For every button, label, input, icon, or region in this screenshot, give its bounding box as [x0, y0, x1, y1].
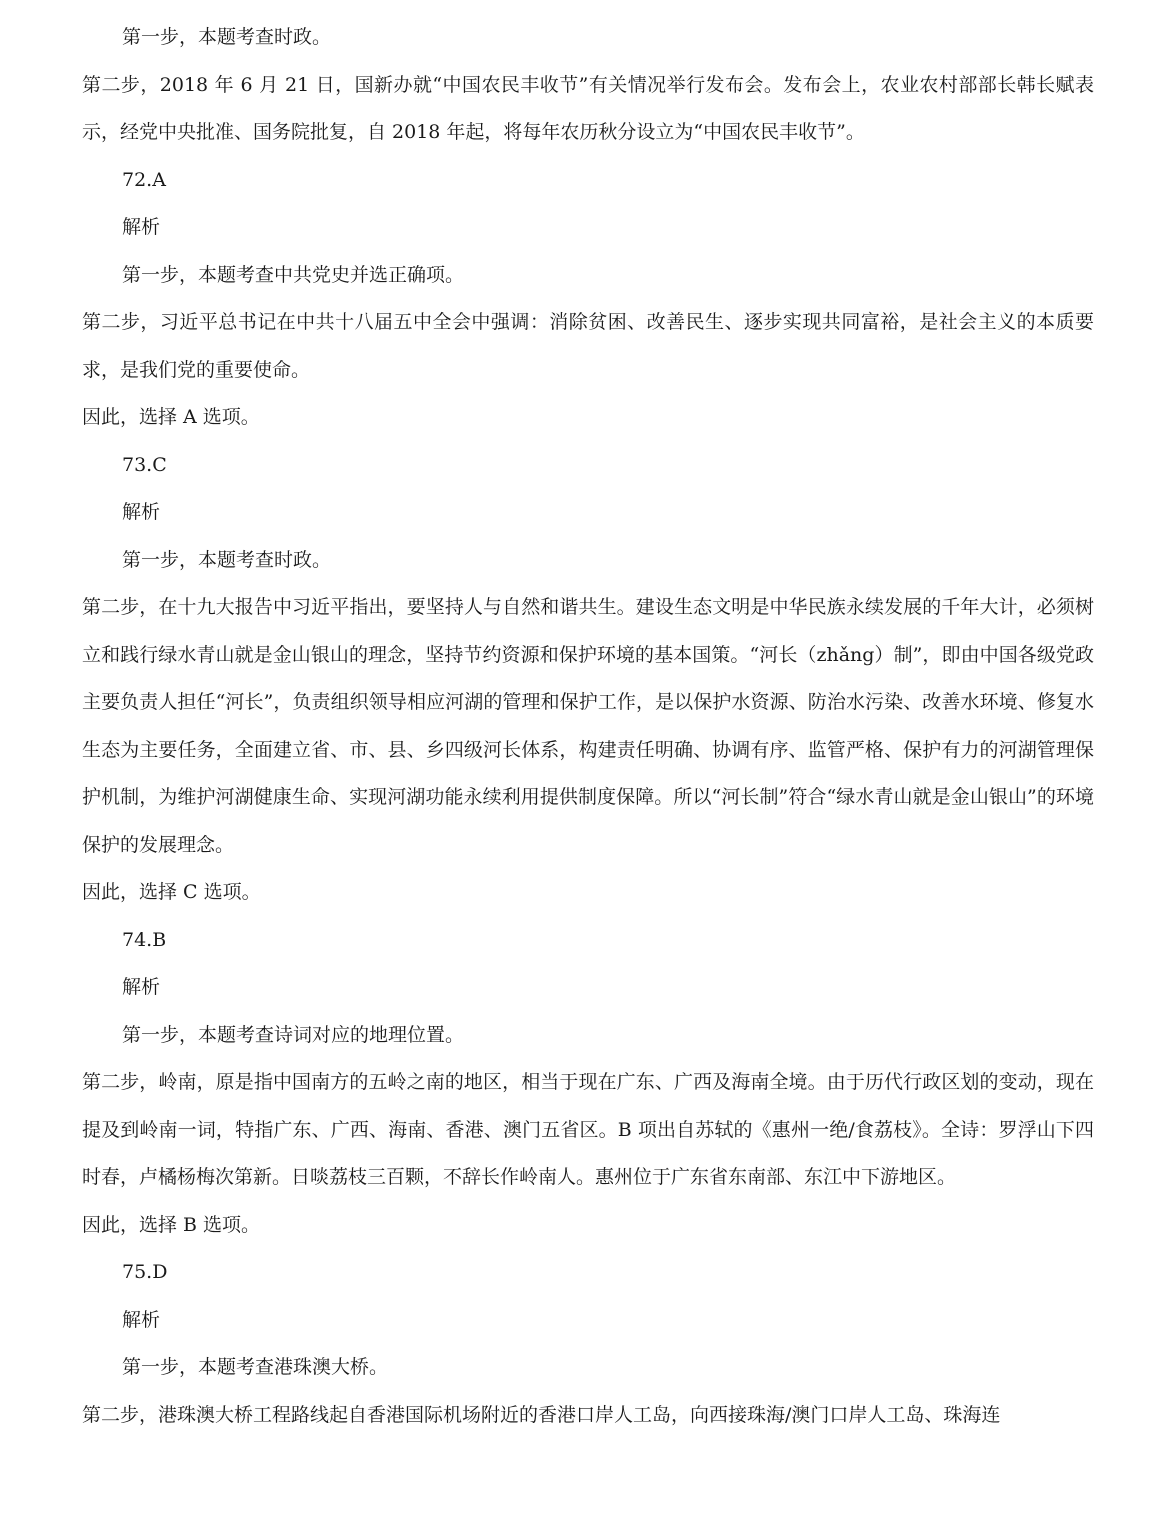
q73-answer: 73.C: [122, 453, 167, 476]
q72-step2: 第二步，习近平总书记在中共十八届五中全会中强调：消除贫困、改善民生、逐步实现共同富裕，是社会主义的本质要求，是我们党的重要使命。: [82, 311, 1094, 381]
document-page: [82, 14, 1094, 1439]
q74-step2: 第二步，岭南，原是指中国南方的五岭之南的地区，相当于现在广东、广西及海南全境。由于历代行政区划的变动，现在提及到岭南一词，特指广东、广西、海南、香港、澳门五省区。B 项出自苏轼的《惠州一绝/食荔枝》。全诗：罗浮山下四时春，卢橘杨梅次第新。日啖荔枝三百颗，不辞长作岭南人。惠州位于广东省东南部、东江中下游地区。: [82, 1071, 1094, 1188]
q75-step2: 第二步，港珠澳大桥工程路线起自香港国际机场附近的香港口岸人工岛，向西接珠海/澳门口岸人工岛、珠海连: [82, 1403, 1001, 1426]
q71-step2: 第二步，2018 年 6 月 21 日，国新办就“中国农民丰收节”有关情况举行发布会。发布会上，农业农村部部长韩长赋表示，经党中央批准、国务院批复，自 2018 年起，将每年农历秋分设立为“中国农民丰收节”。: [82, 73, 1094, 143]
q74-answer: 74.B: [122, 928, 167, 951]
q73-step1: 第一步，本题考查时政。: [122, 548, 332, 571]
q72-analysis-label: 解析: [122, 216, 161, 238]
q74-analysis-label: 解析: [122, 976, 161, 998]
q71-step1: 第一步，本题考查时政。: [122, 26, 332, 48]
q74-step1: 第一步，本题考查诗词对应的地理位置。: [122, 1023, 465, 1046]
q75-answer: 75.D: [122, 1261, 168, 1283]
q74-conclusion: 因此，选择 B 选项。: [82, 1213, 261, 1236]
q72-conclusion: 因此，选择 A 选项。: [82, 406, 260, 428]
q73-step2: 第二步，在十九大报告中习近平指出，要坚持人与自然和谐共生。建设生态文明是中华民族永续发展的千年大计，必须树立和践行绿水青山就是金山银山的理念，坚持节约资源和保护环境的基本国策。“河长（zhǎng）制”，即由中国各级党政主要负责人担任“河长”，负责组织领导相应河湖的管理和保护工作，是以保护水资源、防治水污染、改善水环境、修复水生态为主要任务，全面建立省、市、县、乡四级河长体系，构建责任明确、协调有序、监管严格、保护有力的河湖管理保护机制，为维护河湖健康生命、实现河湖功能永续利用提供制度保障。所以“河长制”符合“绿水青山就是金山银山”的环境保护的发展理念。: [82, 596, 1094, 856]
q75-analysis-label: 解析: [122, 1308, 161, 1331]
q73-analysis-label: 解析: [122, 501, 161, 523]
q72-step1: 第一步，本题考查中共党史并选正确项。: [122, 263, 465, 286]
q73-conclusion: 因此，选择 C 选项。: [82, 881, 261, 903]
q72-answer: 72.A: [122, 168, 166, 191]
q75-step1: 第一步，本题考查港珠澳大桥。: [122, 1356, 389, 1378]
